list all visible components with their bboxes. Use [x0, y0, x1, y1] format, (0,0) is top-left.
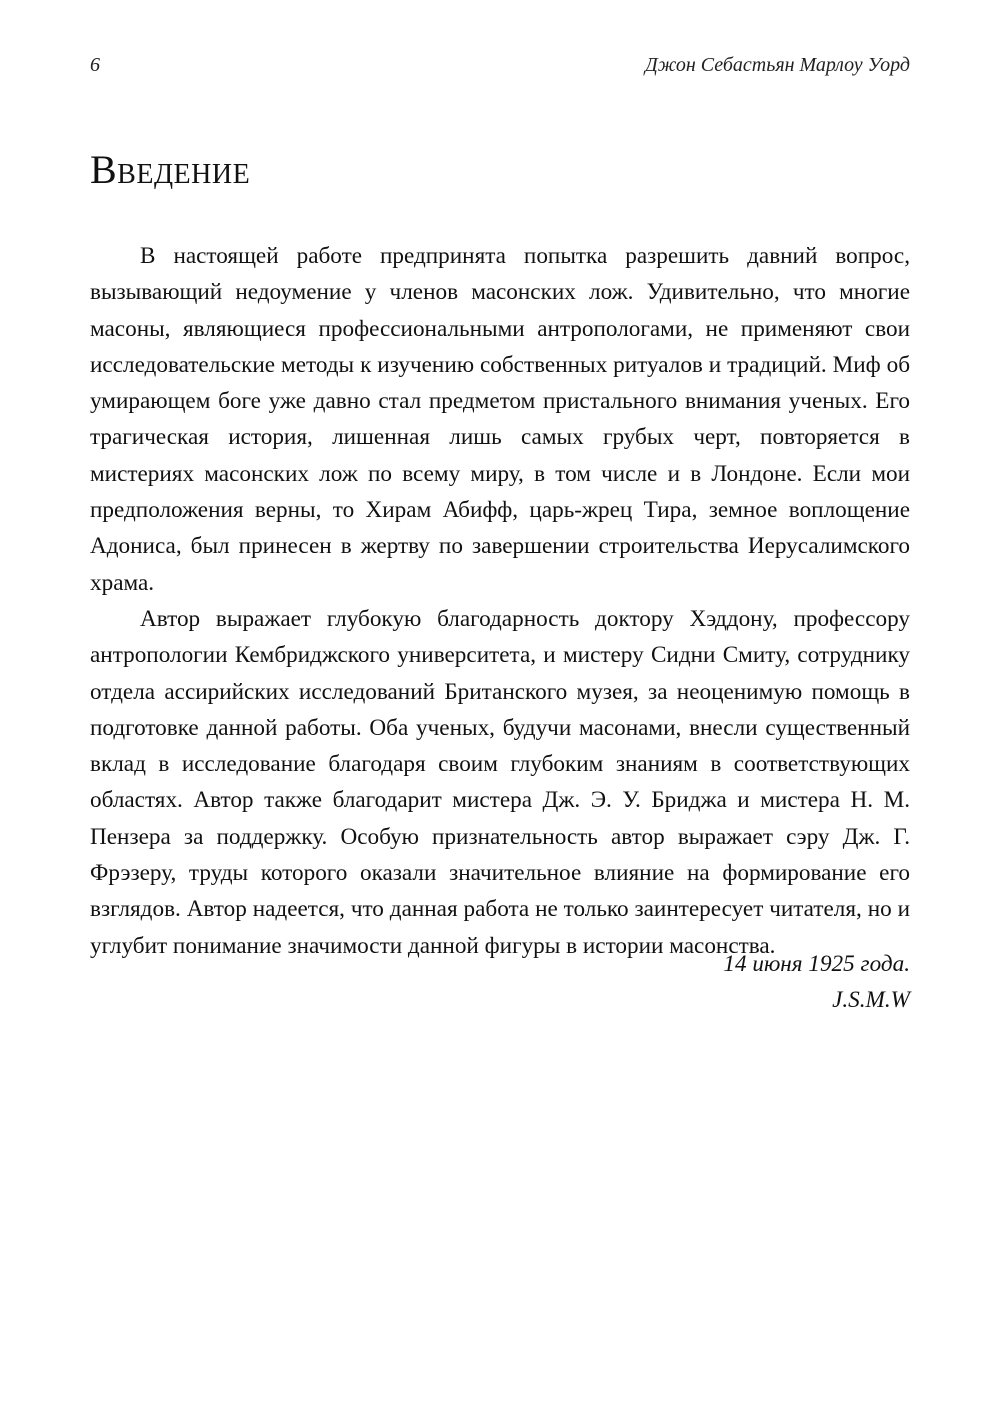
running-header: [90, 54, 910, 84]
chapter-title: Введение: [90, 147, 251, 192]
body-text: [90, 238, 910, 964]
running-header-author: Джон Себастьян Марлоу Уорд: [645, 54, 910, 76]
signature-date: 14 июня 1925 года.: [723, 951, 910, 977]
paragraph-2: Автор выражает глубокую благодарность доктору Хэддону, профессору антропологии Кембриджского университета, и мистеру Сидни Смиту, сотруднику отдела ассирийских исследований Британского музея, за неоценимую помощь в подготовке данной работы. Оба ученых, будучи масонами, внесли существенный вклад в исследование благодаря своим глубоким знаниям в соответствующих областях. Автор также благодарит мистера Дж. Э. У. Бриджа и мистера Н. М. Пензера за поддержку. Особую признательность автор выражает сэру Дж. Г. Фрэзеру, труды которого оказали значительное влияние на формирование его взглядов. Автор надеется, что данная работа не только заинтересует читателя, но и углубит понимание значимости данной фигуры в истории масонства.: [90, 605, 910, 959]
signature-initials: J.S.M.W: [832, 987, 910, 1013]
page-number: 6: [90, 54, 100, 76]
signature-block: [723, 946, 910, 1018]
paragraph-1: В настоящей работе предпринята попытка разрешить давний вопрос, вызывающий недоумение у членов масонских лож. Удивительно, что многие масоны, являющиеся профессиональными антропологами, не применяют свои исследовательские методы к изучению собственных ритуалов и традиций. Миф об умирающем боге уже давно стал предметом пристального внимания ученых. Его трагическая история, лишенная лишь самых грубых черт, повторяется в мистериях масонских лож по всему миру, в том числе и в Лондоне. Если мои предположения верны, то Хирам Абифф, царь-жрец Тира, земное воплощение Адониса, был принесен в жертву по завершении строительства Иерусалимского храма.: [90, 243, 910, 596]
